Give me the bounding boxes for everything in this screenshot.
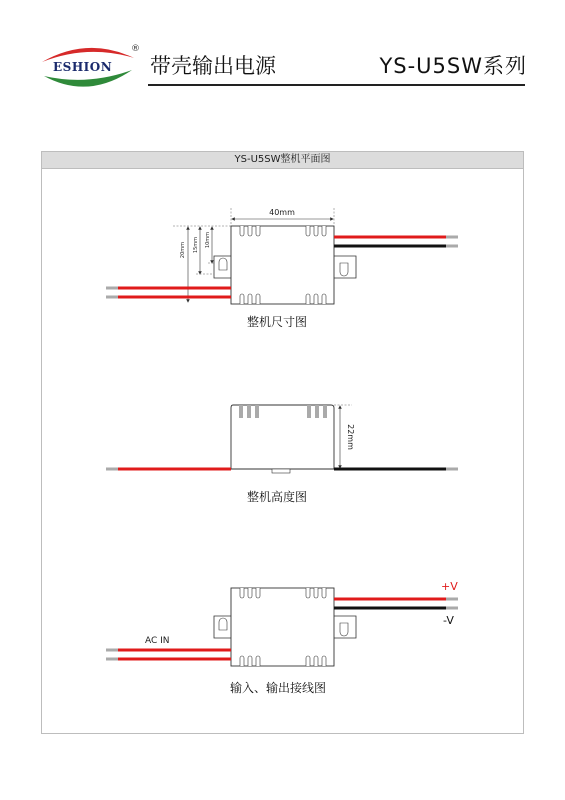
logo-text: ESHION: [53, 60, 113, 74]
dim-10-label: 10mm: [205, 231, 211, 249]
panel-title: YS-U5SW整机平面图: [42, 152, 523, 169]
height-diagram: [106, 405, 458, 473]
registered-mark: ®: [131, 44, 140, 54]
wiring-hole-left: [219, 618, 227, 630]
mount-hole-left: [219, 258, 227, 270]
wiring-diagram: [106, 580, 458, 666]
pos-label: +V: [441, 580, 458, 593]
caption-height: 整机高度图: [247, 490, 308, 504]
dimension-diagram: [106, 208, 458, 304]
width-label: 40mm: [269, 208, 295, 217]
height-label: 22mm: [346, 424, 355, 450]
base-foot: [272, 469, 290, 473]
mount-hole-right: [340, 263, 348, 276]
dim-20-label: 20mm: [180, 241, 186, 259]
wiring-hole-right: [340, 623, 348, 636]
ac-in-label: AC IN: [145, 636, 170, 646]
wiring-module-body: [231, 588, 334, 666]
module-body: [231, 226, 334, 304]
caption-dimensions: 整机尺寸图: [247, 315, 308, 329]
neg-label: -V: [443, 614, 454, 627]
page-title: 带壳输出电源: [150, 54, 276, 78]
dim-15-label: 15mm: [193, 236, 199, 254]
series-title: YS-U5SW系列: [379, 54, 527, 78]
caption-wiring: 输入、输出接线图: [230, 681, 327, 695]
